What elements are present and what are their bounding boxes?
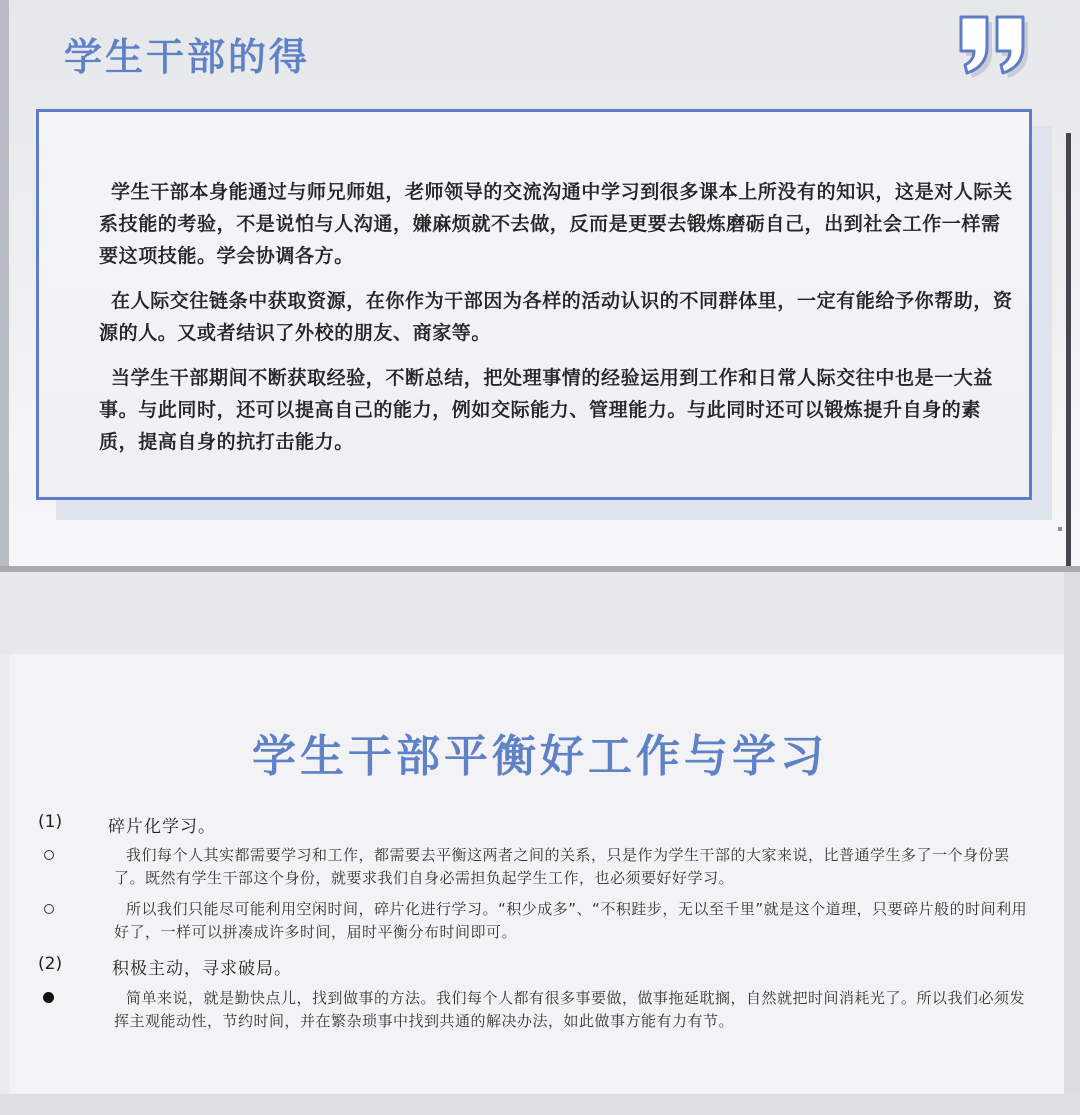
- slide-left-edge: [0, 0, 9, 566]
- filled-bullet-icon: [43, 992, 54, 1003]
- paragraph-experience: 当学生干部期间不断获取经验，不断总结，把处理事情的经验运用到工作和日常人际交往中也是一大益事。与此同时，还可以提高自己的能力，例如交际能力、管理能力。与此同时还可以锻炼提升自身的素质，提高自身的抗打击能力。: [99, 367, 994, 453]
- content-card: [36, 109, 1032, 500]
- card-text: [99, 176, 1017, 471]
- right-gap: [1064, 572, 1080, 1094]
- section-number-2: (2): [38, 954, 63, 974]
- paragraph-communication: 学生干部本身能通过与师兄师姐，老师领导的交流沟通中学习到很多课本上所没有的知识，这是对人际关系技能的考验，不是说怕与人沟通，嫌麻烦就不去做，反而是更要去锻炼磨砺自己，出到社会工作一样需要这项技能。学会协调各方。: [99, 181, 1013, 267]
- closing-quote-icon: [958, 14, 1034, 80]
- right-edge-dot: [1058, 527, 1062, 531]
- bullet-text: 我们每个人其实都需要学习和工作，都需要去平衡这两者之间的关系，只是作为学生干部的大家来说，比普通学生多了一个身份罢了。既然有学生干部这个身份，就要求我们自身必需担负起学生工作，也必须要好好学习。: [114, 846, 1010, 887]
- hollow-bullet-icon: [44, 904, 54, 914]
- paragraph-resources: 在人际交往链条中获取资源，在你作为干部因为各样的活动认识的不同群体里，一定有能给予你帮助，资源的人。又或者结识了外校的朋友、商家等。: [99, 290, 1013, 344]
- hollow-bullet-icon: [44, 850, 54, 860]
- right-edge-bar: [1066, 133, 1071, 566]
- slide-title: 学生干部的得: [64, 35, 311, 79]
- section-title-2: 积极主动，寻求破局。: [112, 959, 292, 979]
- section-title-1: 碎片化学习。: [108, 817, 216, 837]
- bullet-text: 所以我们只能尽可能利用空闲时间，碎片化进行学习。“积少成多”、“不积跬步，无以至千里”就是这个道理，只要碎片般的时间利用好了，一样可以拼凑成许多时间，届时平衡分布时间即可。: [114, 900, 1028, 941]
- section-number-1: (1): [38, 812, 63, 832]
- bottom-strip: [0, 1094, 1080, 1115]
- slide2-title: 学生干部平衡好工作与学习: [252, 731, 828, 782]
- slide2-header-band: [0, 572, 1080, 654]
- bullet-text: 简单来说，就是勤快点儿，找到做事的方法。我们每个人都有很多事要做，做事拖延耽搁，自然就把时间消耗光了。所以我们必须发挥主观能动性，节约时间，并在繁杂琐事中找到共通的解决办法，如此做事方能有力有节。: [114, 989, 1026, 1030]
